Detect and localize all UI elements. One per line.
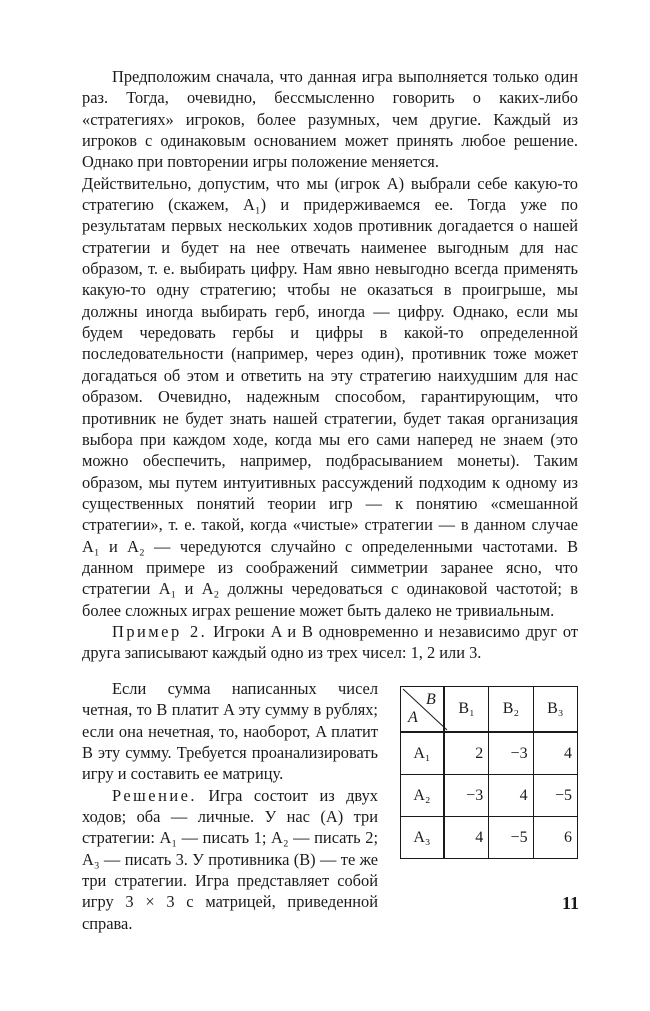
payoff-matrix	[400, 686, 578, 859]
matrix-cell: 4	[489, 775, 533, 817]
row-header: A₁	[401, 732, 444, 775]
matrix-header-row	[401, 687, 578, 733]
corner-label-a: A	[408, 709, 418, 726]
paragraph: Предположим сначала, что данная игра выполняется только один раз. Тогда, очевидно, бессмысленно говорить о каких-либо «стратегиях» игроков, более разумных, чем другие. Каждый из игроков с одинаковым основанием может принять любое решение. Однако при повторении игры положение меняется.	[82, 67, 578, 172]
matrix-row	[401, 775, 578, 817]
col-header: B₂	[489, 687, 533, 733]
row-header: A₂	[401, 775, 444, 817]
matrix-row	[401, 732, 578, 775]
solution-label: Решение.	[112, 785, 197, 805]
col-header: B₃	[533, 687, 577, 733]
corner-label-b: B	[426, 691, 436, 708]
main-text	[82, 66, 578, 664]
matrix-cell: 2	[444, 732, 489, 775]
matrix-cell: −5	[533, 775, 577, 817]
matrix-cell: −3	[489, 732, 533, 775]
paragraph: Действительно, допустим, что мы (игрок A) выбрали себе какую-то стратегию (скажем, A₁) и придерживаемся ее. Тогда уже по результатам первых нескольких ходов противник догадается о нашей стратегии и будет на нее отвечать наименее выгодным для нас образом, т. е. выбирать цифру. Нам явно невыгодно всегда применять какую-то одну стратегию; чтобы не оказаться в проигрыше, мы должны иногда выбирать герб, иногда — цифру. Однако, если мы будем чередовать гербы и цифры в какой-то определенной последовательности (например, через один), противник тоже может догадаться об этом и ответить на эту стратегию наихудшим для нас образом. Очевидно, надежным способом, гарантирующим, что противник не будет знать нашей стратегии, будет такая организация выбора при каждом ходе, когда мы его сами наперед не знаем (это можно обеспечить, например, подбрасыванием монеты). Таким образом, мы путем интуитивных рассуждений подходим к одному из существенных понятий теории игр — к понятию «смешанной стратегии», т. е. такой, когда «чистые» стратегии — в данном случае A₁ и A₂ — чередуются случайно с определенными частотами. В данном примере из соображений симметрии заранее ясно, что стратегии A₁ и A₂ должны чередоваться с одинаковой частотой; в более сложных играх решение может быть далеко не тривиальным.	[82, 173, 578, 620]
matrix-cell: 4	[533, 732, 577, 775]
solution-paragraph	[82, 785, 378, 934]
matrix-corner	[401, 687, 444, 733]
col-header: B₁	[444, 687, 489, 733]
lower-text	[82, 678, 378, 934]
matrix-cell: 6	[533, 817, 577, 859]
example-label: Пример 2.	[112, 621, 208, 641]
rule-paragraph: Если сумма написанных чисел четная, то B платит A эту сумму в рублях; если она нечетная, то, наоборот, A платит B эту сумму. Требуется проанализировать игру и составить ее матрицу.	[82, 679, 378, 784]
matrix-cell: 4	[444, 817, 489, 859]
solution-text: Игра состоит из двух ходов; оба — личные. У нас (A) три стратегии: A₁ — писать 1; A₂ — писать 2; A₃ — писать 3. У противника (B) — те же три стратегии. Игра представляет собой игру 3 × 3 с матрицей, приведенной справа.	[82, 785, 378, 933]
matrix-cell: −5	[489, 817, 533, 859]
example-text: Игроки A и B одновременно и независимо друг от друга записывают каждый одно из трех чисел: 1, 2 или 3.	[82, 621, 578, 663]
matrix-row	[401, 817, 578, 859]
matrix-cell: −3	[444, 775, 489, 817]
example-paragraph	[82, 621, 578, 664]
row-header: A₃	[401, 817, 444, 859]
page-number: 11	[562, 893, 580, 913]
